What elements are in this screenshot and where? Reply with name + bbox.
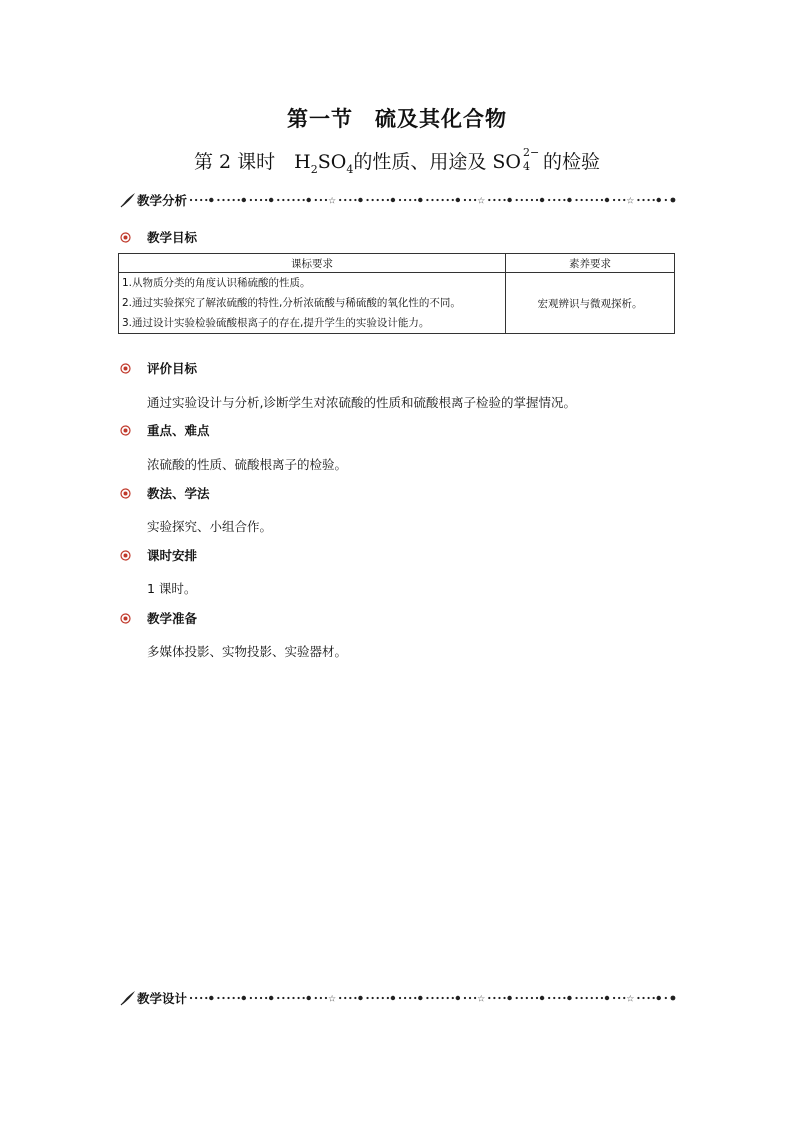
banner-teaching-design [120,989,676,1007]
section-goals-heading [120,229,197,245]
svg-text:☆: ☆ [626,196,635,205]
target-bullet-icon [120,550,131,561]
target-bullet-icon [120,425,131,436]
section-evaluation-body: 通过实验设计与分析,诊断学生对浓硫酸的性质和硫酸根离子检验的掌握情况。 [147,395,576,410]
pen-icon [120,990,136,1006]
section-key-points-heading [120,422,210,438]
section-heading-label: 评价目标 [147,361,198,376]
subtitle-so4-subscript: 4 [346,162,354,176]
section-heading-label: 教学准备 [147,611,198,626]
subtitle-middle: 的性质、用途及 SO [353,151,521,173]
sulfate-ion-charge [521,146,543,173]
svg-text:☆: ☆ [328,994,337,1003]
svg-text:☆: ☆ [477,196,486,205]
dotted-divider [189,993,676,1003]
requirement-item: 1.从物质分类的角度认识稀硫酸的性质。 [122,277,311,289]
table-header-row [119,254,675,273]
section-heading-label: 教学目标 [147,230,198,245]
section-key-points-body: 浓硫酸的性质、硫酸根离子的检验。 [147,457,348,472]
target-bullet-icon [120,613,131,624]
section-heading-label: 重点、难点 [147,423,210,438]
requirements-cell [119,273,506,334]
ion-charge-superscript: 2− [522,146,540,159]
requirement-item: 2.通过实验探究了解浓硫酸的特性,分析浓硫酸与稀硫酸的氧化性的不同。 [122,297,461,309]
target-bullet-icon [120,232,131,243]
ion-subscript: 4 [522,160,530,173]
section-methods-body: 实验探究、小组合作。 [147,519,273,534]
subtitle-suffix: 的检验 [542,151,600,173]
subtitle-h-subscript: 2 [310,162,318,176]
pen-icon [120,192,136,208]
target-bullet-icon [120,363,131,374]
svg-text:☆: ☆ [626,994,635,1003]
dotted-divider [189,195,676,205]
section-heading-label: 课时安排 [147,548,198,563]
table-header-curriculum: 课标要求 [119,254,506,273]
subtitle-prefix: 第 2 课时 H [194,151,311,173]
section-evaluation-heading [120,360,197,376]
table-header-literacy: 素养要求 [506,254,675,273]
page-title: 第一节 硫及其化合物 [287,107,507,131]
section-methods-heading [120,485,210,501]
svg-text:☆: ☆ [328,196,337,205]
table-row [119,273,675,334]
banner-label: 教学分析 [137,193,188,208]
section-heading-label: 教法、学法 [147,486,210,501]
requirement-item: 3.通过设计实验检验硫酸根离子的存在,提升学生的实验设计能力。 [122,317,430,329]
literacy-cell: 宏观辨识与微观探析。 [506,273,675,334]
section-schedule-heading [120,547,197,563]
target-bullet-icon [120,488,131,499]
section-schedule-body: 1 课时。 [147,581,197,596]
banner-label: 教学设计 [137,991,188,1006]
svg-text:☆: ☆ [477,994,486,1003]
page-subtitle [0,147,794,176]
section-preparation-heading [120,610,197,626]
goals-table [118,253,675,334]
banner-teaching-analysis [120,191,676,209]
section-preparation-body: 多媒体投影、实物投影、实验器材。 [147,644,348,659]
subtitle-so: SO [317,151,347,173]
